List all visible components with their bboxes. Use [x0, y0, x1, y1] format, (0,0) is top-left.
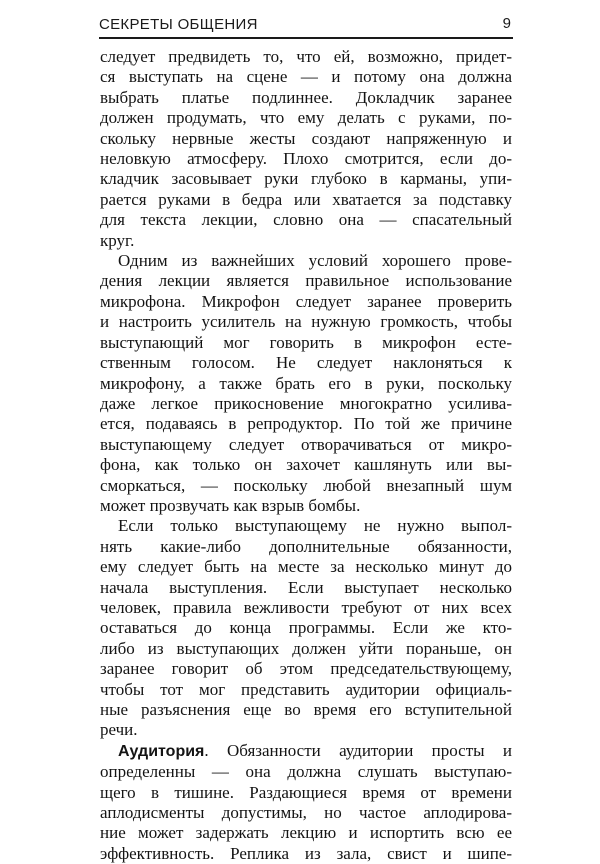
paragraph-1 [100, 47, 512, 251]
text-line: человек, правила вежливости требуют от них всех [100, 597, 512, 617]
text-line: следует предвидеть то, что ей, возможно, придет- [100, 47, 512, 66]
page-number: 9 [502, 15, 511, 32]
text-line: щего в тишине. Раздающиеся время от времени [100, 782, 512, 802]
text-line: ся выступать на сцене — и потому она должна [100, 67, 512, 87]
text-line: сморкаться, — поскольку любой внезапный шум [100, 475, 512, 495]
text-line-rest: . Обязанности аудитории просты и [204, 740, 512, 760]
text-line: Одним из важнейших условий хорошего прове- [118, 251, 512, 271]
text-line [100, 741, 512, 762]
text-line: аплодисменты допустимы, но частое аплодирова- [100, 803, 512, 823]
text-line: Если только выступающему не нужно выпол- [118, 516, 512, 536]
text-line: чтобы тот мог представить аудитории официаль- [100, 679, 512, 699]
text-line: неловкую атмосферу. Плохо смотрится, если до- [100, 149, 512, 169]
text-line: может прозвучать как взрыв бомбы. [100, 495, 361, 515]
text-line: микрофона. Микрофон следует заранее проверить [100, 291, 512, 311]
text-line: оставаться до конца программы. Если же кто- [100, 618, 512, 638]
text-line: либо из выступающих должен уйти пораньше, он [100, 638, 512, 658]
paragraph-2 [100, 251, 512, 516]
text-line: ные разъяснения еще во время его вступительной [100, 700, 512, 719]
text-line: эффективность. Реплика из зала, свист и шипе- [100, 843, 512, 863]
paragraph-3 [100, 516, 512, 740]
text-line: даже легкое прикосновение многократно усилива- [100, 393, 512, 413]
text-line: рается руками в бедра или хватается за подставку [100, 189, 512, 209]
text-line: дения лекции является правильное использование [100, 271, 512, 291]
text-line: ние может задержать лекцию и испортить всю ее [100, 823, 512, 843]
text-line: кладчик засовывает руки глубоко в карманы, упи- [100, 169, 512, 189]
run-in-heading: Аудитория [118, 742, 205, 760]
text-line: определенны — она должна слушать выступаю- [100, 762, 512, 782]
text-line: выступающему следует отворачиваться от микро- [100, 434, 512, 454]
text-line: выступающий мог говорить в микрофон есте- [100, 332, 512, 352]
running-title: СЕКРЕТЫ ОБЩЕНИЯ [99, 16, 258, 33]
body-text [100, 47, 512, 864]
text-line: микрофону, а также брать его в руки, поскольку [100, 373, 512, 393]
text-line: ему следует быть на месте за несколько минут до [100, 557, 512, 577]
text-line: нять какие-либо дополнительные обязанности, [100, 536, 512, 556]
text-line: фона, как только он захочет кашлянуть или вы- [100, 455, 512, 475]
text-line: должен продумать, что ему делать с руками, по- [100, 108, 512, 128]
text-line: для текста лекции, словно она — спасательный [100, 210, 512, 230]
text-line: ственным голосом. Не следует наклоняться к [100, 353, 512, 373]
header-rule [99, 37, 513, 39]
page-header [99, 12, 513, 38]
text-line: начала выступления. Если выступает несколько [100, 577, 512, 597]
paragraph-4 [100, 741, 512, 864]
text-line: скольку нервные жесты создают напряженную и [100, 128, 512, 148]
text-line: и настроить усилитель на нужную громкость, чтобы [100, 312, 512, 332]
text-line: ется, подаваясь в репродуктор. По той же причине [100, 414, 512, 434]
text-line: выбрать платье подлиннее. Докладчик заранее [100, 87, 512, 107]
text-line: речи. [100, 720, 138, 740]
text-line: круг. [100, 230, 135, 250]
text-line: заранее говорит об этом председательствующему, [100, 659, 512, 679]
